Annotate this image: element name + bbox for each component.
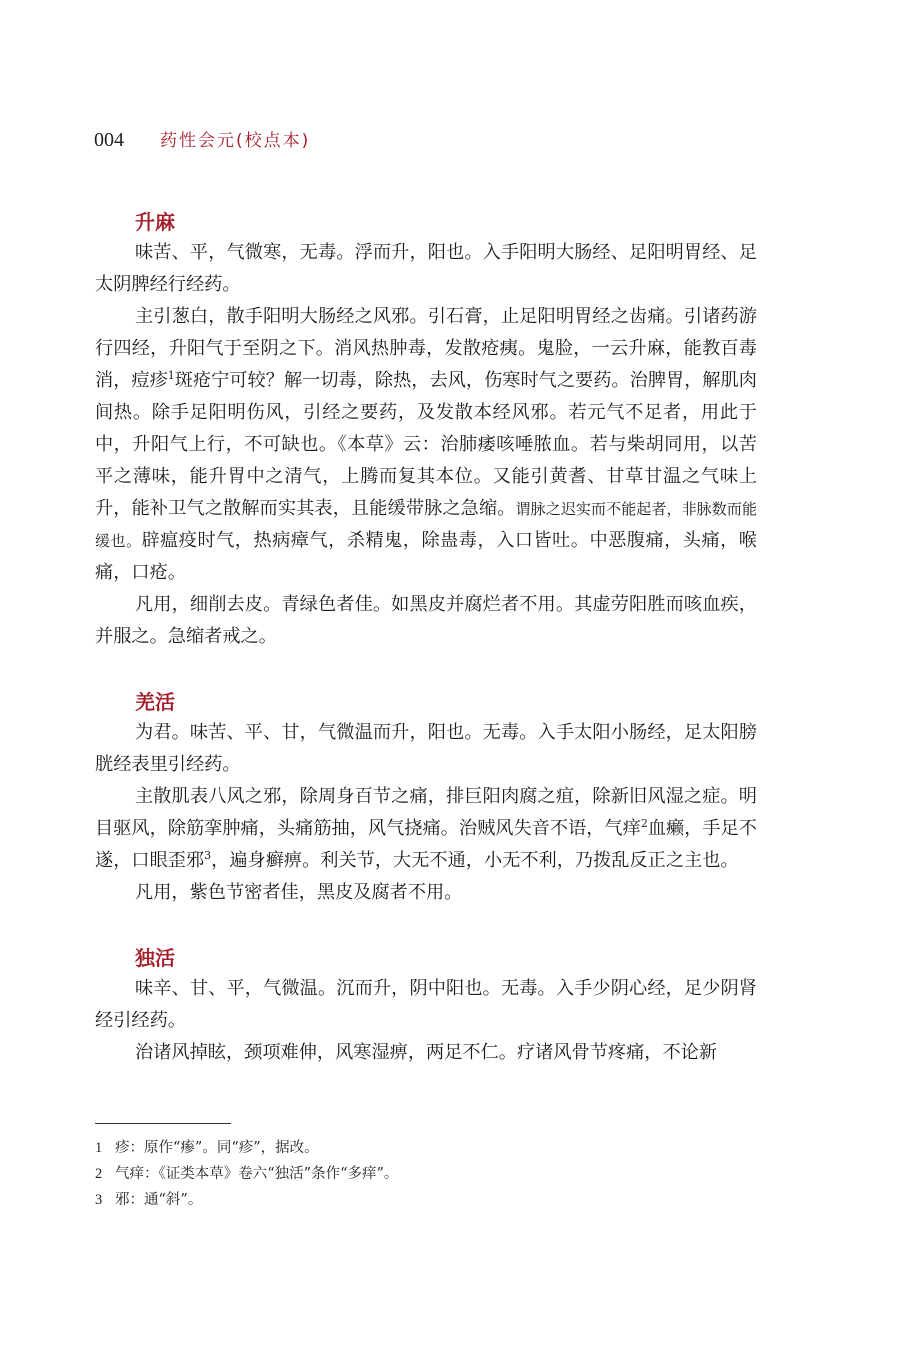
entry-shengma (95, 207, 757, 653)
page-number: 004 (94, 129, 124, 151)
entry-paragraph: 为君。味苦、平、甘，气微温而升，阳也。无毒。入手太阳小肠经，足太阳膀胱经表里引经药。 (95, 722, 757, 775)
entry-paragraph: 凡用，紫色节密者佳，黑皮及腐者不用。 (135, 882, 463, 903)
text-run: 主散肌表八风之邪，除周身百节之痛，排巨阳肉腐之疽，除新旧风湿之症。明目驱风，除筋挛肿痛，头痛筋抽，风气挠痛。治贼风失音不语，气痒 (95, 786, 757, 839)
footnote-ref[interactable]: 1 (167, 368, 175, 382)
footnote (95, 1135, 757, 1161)
entry-duhuo (95, 943, 757, 1069)
entry-paragraph: 凡用，细削去皮。青绿色者佳。如黑皮并腐烂者不用。其虚劳阳胜而咳血疾，并服之。急缩者戒之。 (95, 594, 757, 647)
footnote-ref[interactable]: 2 (640, 816, 648, 830)
main-text (95, 207, 757, 1103)
text-run: 斑疮宁可较？解一切毒，除热，去风，伤寒时气之要药。治脾胃，解肌肉间热。除手足阳明伤风，引经之要药，及发散本经风邪。若元气不足者，用此于中，升阳气上行，不可缺也。《本草》云：治肺痿咳唾脓血。若与柴胡同用，以苦平之薄味，能升胃中之清气，上腾而复其本位。又能引黄耆、甘草甘温之气味上升，能补卫气之散解而实其表，且能缓带脉之急缩。 (95, 370, 757, 519)
annotation-small: 谓脉之迟实而不能起者，非脉数而能缓也。 (95, 500, 757, 550)
entry-title: 羌活 (135, 690, 175, 714)
entry-paragraph: 味苦、平，气微寒，无毒。浮而升，阳也。入手阳明大肠经、足阳明胃经、足太阴脾经行经药。 (95, 242, 757, 295)
footnote-number: 1 (95, 1140, 103, 1156)
text-run: 主引葱白，散手阳明大肠经之风邪。引石膏，止足阳明胃经之齿痛。引诸药游行四经，升阳气于至阴之下。消风热肿毒，发散疮痍。鬼脸，一云升麻，能教百毒消，痘疹 (95, 306, 757, 391)
footnote-ref[interactable]: 3 (204, 848, 212, 862)
book-title: 药性会元(校点本) (160, 131, 311, 151)
footnote-text: 邪：通“斜”。 (115, 1192, 203, 1208)
entry-title: 升麻 (135, 210, 175, 234)
text-run: 辟瘟疫时气，热病瘴气，杀精鬼，除蛊毒，入口皆吐。中恶腹痛，头痛，喉痛，口疮。 (95, 530, 757, 583)
footnote (95, 1187, 757, 1213)
entry-qianghuo (95, 687, 757, 909)
entry-paragraph (95, 781, 757, 877)
text-run: 血癞，手足不遂，口眼歪邪 (95, 818, 757, 871)
entry-paragraph: 治诸风掉眩，颈项难伸，风寒湿痹，两足不仁。疗诸风骨节疼痛，不论新 (135, 1042, 718, 1063)
footnote-number: 2 (95, 1166, 103, 1182)
text-run: ，遍身癣痹。利关节，大无不通，小无不利，乃拨乱反正之主也。 (211, 850, 739, 871)
footnote-number: 3 (95, 1192, 103, 1208)
running-header (94, 126, 310, 152)
footnote (95, 1161, 757, 1187)
footnote-divider (95, 1123, 231, 1124)
footnote-text: 气痒：《证类本草》卷六“独活”条作“多痒”。 (115, 1166, 399, 1182)
footnote-text: 疹：原作“瘆”。同“疹”，据改。 (115, 1140, 319, 1156)
entry-paragraph (95, 301, 757, 589)
footnotes (95, 1135, 757, 1213)
entry-title: 独活 (135, 946, 175, 970)
entry-paragraph: 味辛、甘、平，气微温。沉而升，阴中阳也。无毒。入手少阴心经，足少阴肾经引经药。 (95, 978, 757, 1031)
